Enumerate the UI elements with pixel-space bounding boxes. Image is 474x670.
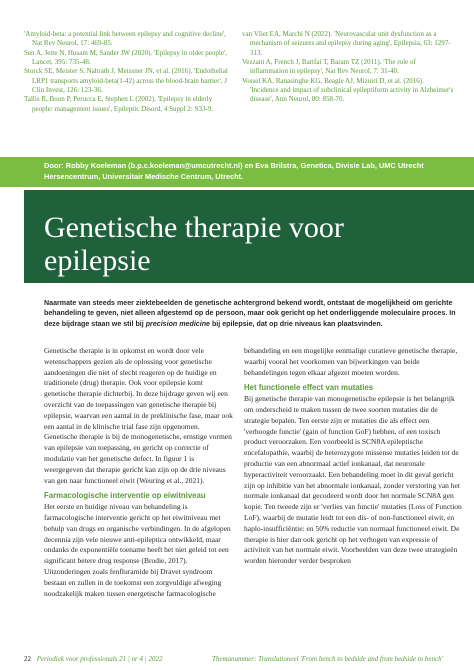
section-heading: Farmacologische interventie op eiwitniveau [44, 491, 206, 501]
footer-theme: Themanummer: Translationeel 'From bench to bedside and from bedside to bench' [212, 655, 444, 663]
reference-item: Sen A, Jette N, Husain M, Sander JW (2020). 'Epilepsy in older people', Lancet, 395: 735-48. [24, 48, 228, 67]
body-right-column [244, 346, 462, 567]
author-line: Door: Robby Koeleman (b.p.c.koeleman@umcutrecht.nl) en Eva Brilstra, Genetica, Divisie Lab, UMC Utrecht Hersencentrum, Universitair Medische Centrum, Utrecht. [44, 161, 424, 181]
intro-text-b: bij epilepsie, dat op drie niveaus kan plaatsvinden. [209, 319, 383, 328]
body-paragraph: Bij genetische therapie van monogenetische epilepsie is het belangrijk om onderscheid te maken tussen de twee soorten mutaties die de strategie bepalen. Ten eerste zijn er mutaties die als effect een 'verhoogde functie' (gain of function GoF) hebben, of een toxisch product veroorzaken. Een voorbeeld is SCN8A epileptische encefalopathie, waarbij de heterozygote missense mutaties leiden tot de productie van een abnormaal actief ionkanaal, dat neuronale hyperactiviteit veroorzaakt. Een behandeling moet in dit geval gericht zijn op inhibitie van het abnormale ionkanaal, zonder verstoring van het normale ionkanaal dat gecodeerd wordt door het normale SCN8A gen kopie. Ten tweede zijn er 'verlies van functie' mutaties (Loss of Function LoF), waarbij de mutatie leidt tot een dis- of non-functioneel eiwit, en haplo-insufficiëntie: en 50% reductie van normaal functioneel eiwit. De therapie is hier dan ook gericht op het verhogen van expressie of activiteit van het normale eiwit. Voorbeelden van deze twee strategieën worden hieronder verder besproken [244, 394, 462, 566]
reference-item: Vossel KA, Ranasinghe KG, Beagle AJ, Mizuiri D, et al. (2016). 'Incidence and impact of subclinical epileptiform activity in Alzheimer's disease', Ann Neurol, 80: 858-70. [242, 76, 454, 104]
intro-text-a: Naarmate van steeds meer ziektebeelden de genetische achtergrond bekend wordt, ontstaat de mogelijkheid om gerichte behandeling te geven, niet alleen afgestemd op de persoon, maar ook gericht op het onderliggende moleculaire proces. In deze bijdrage staan we stil bij [44, 299, 456, 328]
section-heading: Het functionele effect van mutaties [244, 383, 374, 393]
article-title [44, 211, 344, 277]
reference-item: Vezzani A, French J, Bartfai T, Baram TZ (2011). 'The role of inflammation in epilepsy', Nat Rev Neurol, 7: 31-40. [242, 58, 416, 76]
article-title-line-1: Genetische therapie voor [44, 211, 344, 244]
page-number: 22 [24, 655, 31, 663]
reference-item: Tallis R, Boon P, Perucca E, Stephen L (2002). 'Epilepsy in elderly people: management issues', Epileptic Disord, 4 Suppl 2: S33-9. [24, 95, 214, 113]
reference-item: van Vliet EA, Marchi N (2022). 'Neurovascular unit dysfunction as a mechanism of seizures and epilepsy during aging', Epilepsia, 63: 1297-313. [242, 30, 451, 57]
reference-item: Storck SE, Meister S, Nahrath J, Meissner JN, et al. (2016). 'Endothelial LRP1 transports amyloid-beta(1-42) across the blood-brain barrier', J Clin Invest, 126: 123-36. [24, 67, 228, 95]
body-paragraph: Genetische therapie is in opkomst en wordt door vele wetenschappers gezien als de oplossing voor genetische aandoeningen die niet of slecht reageren op de huidige en traditionele (drug) therapie. Ook voor epilepsie komt genetische therapie dichterbij. In deze bijdrage geven wij een overzicht van de toepassingen van genetische therapie bij epilepsie, waarvan een aantal in de preklinische fase, maar ook een aantal in de klinische trial fase zijn opgenomen. Genetische therapie is bij de monogenetische, ernstige vormen van epilepsie van toepassing, en gericht op correctie of modulatie van het genetische defect. In figuur 1 is weergegeven dat therapie gericht kan zijn op de drie niveaus van gen naar functioneel eiwit (Weuring et al., 2021). [44, 346, 233, 485]
article-intro [44, 298, 462, 329]
intro-emphasis: precision medicine [145, 319, 210, 328]
reference-item: 'Amyloid-beta: a potential link between epilepsy and cognitive decline', Nat Rev Neurol, 17: 469-85. [24, 30, 226, 48]
body-paragraph: Het eerste en huidige niveau van behandeling is farmacologische interventie gericht op het eiwitniveau met behulp van drugs en organische verbindingen. In de afgelopen decennia zijn vele nieuwe anti-epileptica ontwikkeld, maar ondanks de exponentiële toename heeft het niet geleid tot een significant betere drug response (Brodie, 2017). Uitzonderingen zoals fenfluramide bij Dravet syndroom bestaan en zullen in de toekomst een zorgvuldige afweging noodzakelijk maken tussen energetische farmacologische [44, 502, 231, 598]
title-banner [24, 190, 474, 283]
references-left-column [24, 30, 229, 114]
article-title-line-2: epilepsie [44, 244, 151, 277]
footer-publication: Periodiek voor professionals 21 | nr 4 | 2022 [36, 655, 163, 663]
references-right-column [242, 30, 454, 105]
body-left-column [44, 346, 234, 599]
page-footer [24, 655, 464, 664]
author-banner [0, 157, 474, 187]
body-paragraph: behandeling en een mogelijke eenmalige curatieve genetische therapie, waarbij vooral het voorkomen van bijwerkingen van beide behandelingen tegen elkaar afgezet moeten worden. [244, 346, 458, 377]
references [24, 30, 454, 148]
